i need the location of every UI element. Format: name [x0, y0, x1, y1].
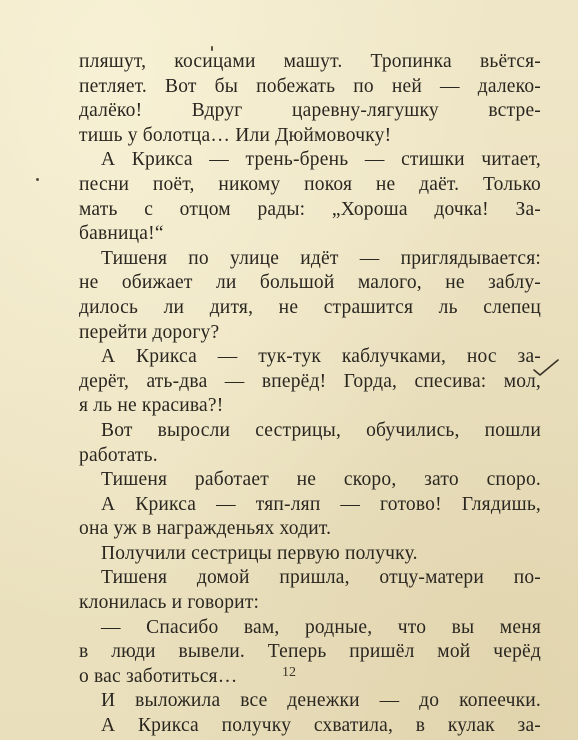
text-line: Тишеня по улице идёт — приглядывается: [101, 247, 541, 269]
body-text [79, 50, 541, 739]
text-line: Тишеня домой пришла, отцу-матери по- [101, 567, 541, 589]
text-line: бавница!“ [79, 223, 164, 245]
text-line: Получили сестрицы первую получку. [101, 542, 418, 564]
text-line: А Крикса — трень-брень — стишки читает, [101, 149, 541, 171]
text-line: о вас заботиться… [79, 665, 238, 687]
text-line: далёко! Вдруг царевну-лягушку встре- [79, 100, 541, 122]
text-line: А Крикса — тяп-ляп — готово! Глядишь, [101, 493, 541, 515]
text-line: я ль не красива?! [79, 395, 224, 417]
ink-speck-left [36, 178, 39, 181]
text-line: пляшут, косицами машут. Тропинка вьётся- [79, 51, 541, 72]
text-line: дилось ли дитя, не страшится ль слепец [79, 296, 541, 318]
text-line: не обижает ли большой малого, не заблу- [79, 272, 541, 294]
text-line: тишь у болотца… Или Дюймовочку! [79, 124, 392, 146]
text-line: в люди вывели. Теперь пришёл мой черёд [79, 641, 541, 663]
page-number: 12 [282, 665, 296, 680]
text-line: И выложила все денежки — до копеечки. [101, 690, 541, 712]
text-line: перейти дорогу? [79, 321, 220, 343]
text-line: клонилась и говорит: [79, 592, 260, 614]
text-line: А Крикса получку схватила, в кулак за- [101, 715, 541, 737]
text-line: петляет. Вот бы побежать по ней — далеко- [79, 75, 541, 97]
text-line: песни поёт, никому покоя не даёт. Только [79, 173, 541, 195]
pencil-checkmark-icon [532, 357, 560, 381]
text-line: А Крикса — тук-тук каблучками, нос за- [101, 346, 541, 368]
text-line: она уж в награжденьях ходит. [79, 518, 332, 540]
text-line: Вот выросли сестрицы, обучились, пошли [101, 419, 541, 441]
text-line: работать. [79, 444, 158, 466]
text-line: — Спасибо вам, родные, что вы меня [101, 616, 541, 638]
text-line: дерёт, ать-два — вперёд! Горда, спесива: мол, [79, 370, 541, 392]
text-line: мать с отцом рады: „Хороша дочка! За- [79, 198, 541, 220]
text-line: Тишеня работает не скоро, зато споро. [101, 469, 541, 491]
